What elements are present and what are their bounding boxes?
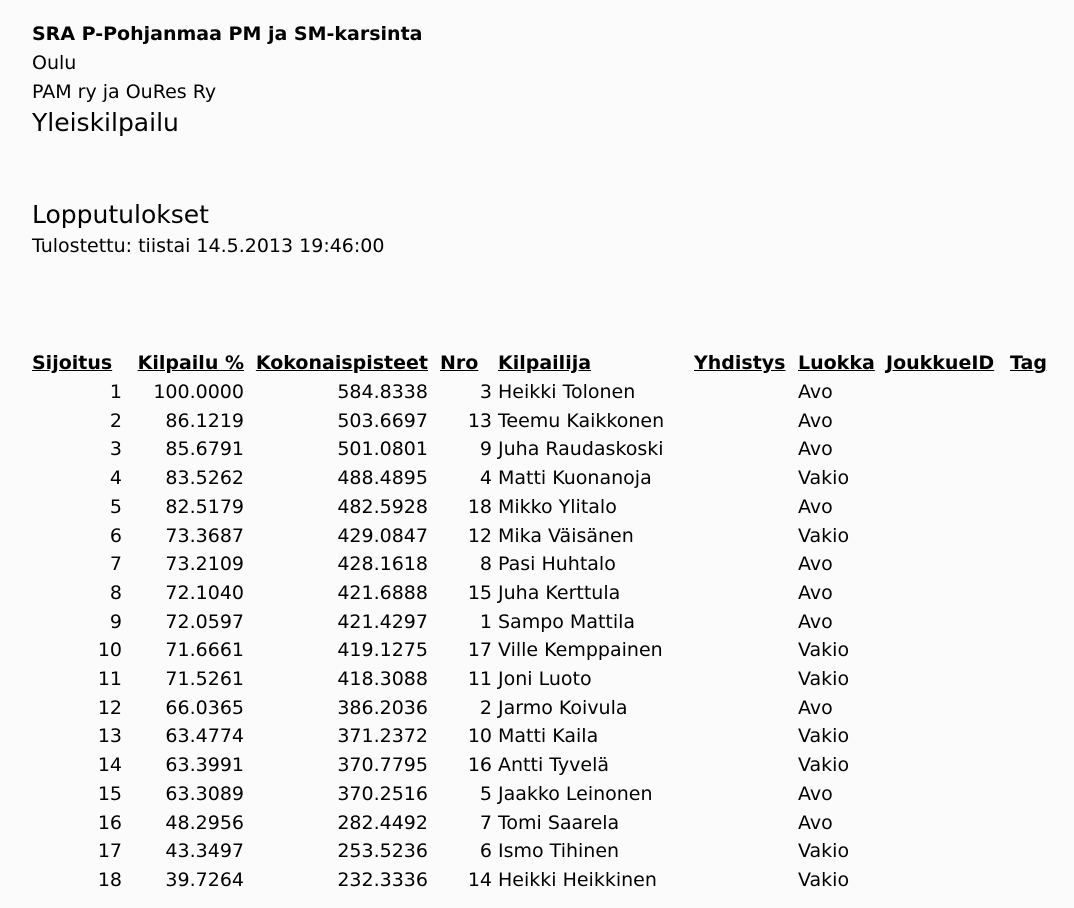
cell-percent: 73.2109 [165,553,244,576]
cell-points: 232.3336 [337,868,428,891]
cell-rank: 15 [97,782,122,805]
cell-rank: 7 [109,553,122,576]
cell-club [694,550,798,579]
cell-class: Avo [798,696,833,719]
cell-rank: 10 [97,639,122,662]
cell-team-id [886,550,1010,579]
cell-team-id [886,579,1010,608]
table-row [32,579,1054,608]
cell-points: 253.5236 [337,840,428,863]
cell-percent: 100.0000 [153,381,244,403]
cell-tag [1010,837,1054,866]
cell-competitor: Heikki Tolonen [498,381,636,403]
cell-tag [1010,407,1054,436]
table-row [32,636,1054,665]
cell-percent: 63.3089 [165,782,244,805]
cell-class: Vakio [798,840,850,863]
cell-competitor: Matti Kaila [498,725,599,748]
cell-points: 584.8338 [337,381,428,403]
cell-points: 370.7795 [337,754,428,777]
cell-rank: 11 [97,668,122,691]
cell-team-id [886,493,1010,522]
cell-points: 421.6888 [337,581,428,604]
cell-rank: 18 [97,868,122,891]
cell-points: 282.4492 [337,811,428,834]
cell-points: 371.2372 [337,725,428,748]
cell-tag [1010,579,1054,608]
cell-points: 418.3088 [337,668,428,691]
cell-competitor: Ismo Tihinen [498,840,620,863]
competition-category: Yleiskilpailu [32,108,179,137]
cell-rank: 14 [97,754,122,777]
cell-rank: 3 [109,438,122,461]
cell-number: 12 [467,524,492,547]
table-row [32,780,1054,809]
cell-competitor: Teemu Kaikkonen [498,409,665,432]
competition-organizer: PAM ry ja OuRes Ry [32,81,217,103]
cell-tag [1010,435,1054,464]
cell-club [694,378,798,407]
cell-class: Avo [798,581,833,604]
cell-competitor: Joni Luoto [498,668,592,691]
column-header-club[interactable]: Yhdistys [694,352,786,374]
cell-competitor: Tomi Saarela [498,811,620,834]
cell-team-id [886,464,1010,493]
cell-competitor: Juha Raudaskoski [498,438,664,461]
cell-tag [1010,866,1054,895]
cell-tag [1010,464,1054,493]
table-row [32,665,1054,694]
cell-team-id [886,636,1010,665]
cell-rank: 17 [97,840,122,863]
cell-tag [1010,722,1054,751]
table-row [32,435,1054,464]
cell-competitor: Matti Kuonanoja [498,467,652,490]
table-row [32,866,1054,895]
cell-tag [1010,694,1054,723]
cell-team-id [886,694,1010,723]
cell-number: 9 [479,438,492,461]
cell-number: 18 [467,495,492,518]
cell-class: Avo [798,811,833,834]
cell-percent: 82.5179 [165,495,244,518]
cell-rank: 4 [109,467,122,490]
column-header-team-id[interactable]: JoukkueID [886,352,995,374]
cell-percent: 72.1040 [165,581,244,604]
cell-percent: 39.7264 [165,868,244,891]
cell-rank: 2 [109,409,122,432]
cell-number: 7 [479,811,492,834]
cell-points: 419.1275 [337,639,428,662]
cell-club [694,837,798,866]
cell-team-id [886,751,1010,780]
table-row [32,378,1054,407]
cell-points: 482.5928 [337,495,428,518]
cell-rank: 1 [109,381,122,403]
cell-percent: 71.5261 [165,668,244,691]
cell-tag [1010,665,1054,694]
cell-team-id [886,435,1010,464]
table-row [32,809,1054,838]
cell-percent: 86.1219 [165,409,244,432]
cell-number: 8 [479,553,492,576]
cell-number: 11 [467,668,492,691]
table-row [32,694,1054,723]
cell-percent: 72.0597 [165,610,244,633]
cell-tag [1010,636,1054,665]
cell-team-id [886,608,1010,637]
cell-club [694,579,798,608]
cell-competitor: Jaakko Leinonen [498,782,653,805]
cell-tag [1010,608,1054,637]
cell-tag [1010,751,1054,780]
cell-class: Avo [798,553,833,576]
cell-team-id [886,665,1010,694]
cell-points: 501.0801 [337,438,428,461]
cell-class: Avo [798,782,833,805]
cell-rank: 9 [109,610,122,633]
cell-club [694,493,798,522]
cell-number: 17 [467,639,492,662]
cell-team-id [886,407,1010,436]
cell-points: 370.2516 [337,782,428,805]
section-title: Lopputulokset [32,200,209,229]
column-header-number[interactable]: Nro [440,352,479,374]
cell-club [694,751,798,780]
column-header-points[interactable]: Kokonaispisteet [255,352,428,374]
cell-club [694,522,798,551]
cell-tag [1010,780,1054,809]
cell-rank: 13 [97,725,122,748]
cell-number: 14 [467,868,492,891]
cell-percent: 63.3991 [165,754,244,777]
cell-competitor: Heikki Heikkinen [498,868,657,891]
cell-rank: 16 [97,811,122,834]
cell-competitor: Pasi Huhtalo [498,553,616,576]
results-document [32,20,1062,891]
cell-club [694,866,798,895]
cell-class: Vakio [798,524,850,547]
cell-team-id [886,866,1010,895]
competition-location: Oulu [32,52,77,74]
cell-rank: 6 [109,524,122,547]
cell-class: Vakio [798,639,850,662]
cell-tag [1010,522,1054,551]
cell-percent: 63.4774 [165,725,244,748]
table-row [32,550,1054,579]
column-header-percent[interactable]: Kilpailu % [137,352,244,374]
cell-class: Vakio [798,725,850,748]
cell-percent: 66.0365 [165,696,244,719]
cell-competitor: Mika Väisänen [498,524,634,547]
cell-club [694,608,798,637]
table-row [32,464,1054,493]
cell-points: 503.6697 [337,409,428,432]
printed-timestamp: Tulostettu: tiistai 14.5.2013 19:46:00 [32,235,385,257]
cell-team-id [886,378,1010,407]
cell-club [694,407,798,436]
cell-points: 386.2036 [337,696,428,719]
column-header-class[interactable]: Luokka [798,352,875,374]
cell-club [694,636,798,665]
table-row [32,722,1054,751]
column-header-competitor[interactable]: Kilpailija [498,352,592,374]
cell-points: 488.4895 [337,467,428,490]
cell-team-id [886,837,1010,866]
cell-competitor: Juha Kerttula [498,581,621,604]
cell-competitor: Mikko Ylitalo [498,495,617,518]
cell-number: 2 [479,696,492,719]
table-row [32,407,1054,436]
cell-number: 15 [467,581,492,604]
cell-class: Avo [798,381,833,403]
cell-points: 429.0847 [337,524,428,547]
cell-percent: 43.3497 [165,840,244,863]
cell-number: 4 [479,467,492,490]
cell-team-id [886,522,1010,551]
cell-number: 13 [467,409,492,432]
cell-points: 428.1618 [337,553,428,576]
cell-class: Avo [798,409,833,432]
results-body [32,378,1054,895]
cell-tag [1010,809,1054,838]
cell-class: Vakio [798,668,850,691]
cell-club [694,435,798,464]
cell-club [694,722,798,751]
column-header-rank[interactable]: Sijoitus [32,352,113,374]
cell-club [694,809,798,838]
cell-percent: 85.6791 [165,438,244,461]
competition-name: SRA P-Pohjanmaa PM ja SM-karsinta [32,23,423,45]
results-header-row [32,348,1054,378]
cell-number: 10 [467,725,492,748]
cell-number: 3 [479,381,492,403]
cell-number: 16 [467,754,492,777]
cell-class: Avo [798,438,833,461]
table-row [32,522,1054,551]
cell-percent: 83.5262 [165,467,244,490]
cell-tag [1010,493,1054,522]
results-table [32,348,1054,895]
cell-percent: 73.3687 [165,524,244,547]
cell-rank: 8 [109,581,122,604]
cell-class: Vakio [798,467,850,490]
cell-competitor: Jarmo Koivula [498,696,628,719]
cell-percent: 48.2956 [165,811,244,834]
table-row [32,493,1054,522]
cell-percent: 71.6661 [165,639,244,662]
cell-competitor: Ville Kemppainen [498,639,663,662]
cell-points: 421.4297 [337,610,428,633]
cell-rank: 5 [109,495,122,518]
table-row [32,751,1054,780]
table-row [32,837,1054,866]
cell-team-id [886,809,1010,838]
cell-tag [1010,550,1054,579]
cell-club [694,665,798,694]
cell-club [694,464,798,493]
cell-club [694,780,798,809]
cell-club [694,694,798,723]
cell-number: 1 [479,610,492,633]
cell-class: Avo [798,495,833,518]
cell-team-id [886,780,1010,809]
table-row [32,608,1054,637]
cell-tag [1010,378,1054,407]
cell-class: Avo [798,610,833,633]
cell-rank: 12 [97,696,122,719]
cell-class: Vakio [798,868,850,891]
cell-class: Vakio [798,754,850,777]
column-header-tag[interactable]: Tag [1010,352,1047,374]
cell-team-id [886,722,1010,751]
cell-competitor: Sampo Mattila [498,610,636,633]
cell-number: 6 [479,840,492,863]
cell-number: 5 [479,782,492,805]
cell-competitor: Antti Tyvelä [498,754,610,777]
